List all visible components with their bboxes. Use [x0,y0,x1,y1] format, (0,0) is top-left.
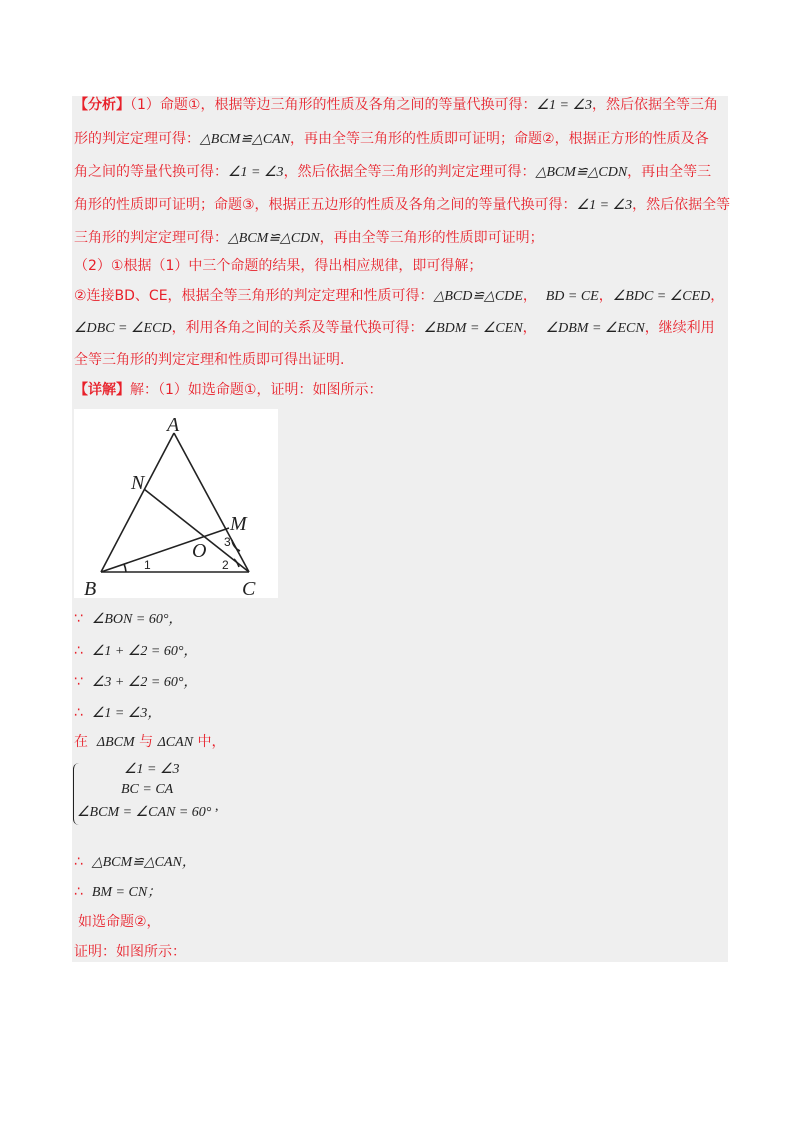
label-b: B [84,578,97,598]
system-eq-2: BC = CA [121,782,174,797]
analysis-line-1: 【分析】（1）命题①，根据等边三角形的性质及各角之间的等量代换可得：∠1 = ∠3，然后依据全等三角 [74,97,719,113]
proof-line-3: ∵ ∠3 + ∠2 = 60°， [74,674,198,690]
math-expr: ∠BDC = ∠CED [612,289,711,304]
detail-tag: 【详解】 [74,382,130,398]
math-expr: ∠BDM = ∠CEN [423,321,523,336]
math-expr: BD = CE [545,289,599,304]
proof-line-6: ∴ △BCM≌△CAN， [74,854,196,870]
math-expr: ∠1 = ∠3 [536,98,593,113]
system-comma: , [215,799,219,814]
because-symbol: ∵ [74,611,83,627]
system-eq-3: ∠BCM = ∠CAN = 60° [77,805,212,820]
analysis-line-9: 全等三角形的判定定理和性质即可得出证明. [74,352,345,368]
therefore-symbol: ∴ [74,705,83,721]
math-expr: △BCM≌△CAN [200,132,291,147]
proof-line-5: 在 ΔBCM 与 ΔCAN 中， [74,734,226,750]
label-angle-3: 3 [224,535,231,549]
analysis-line-7: ②连接BD、CE，根据全等三角形的判定定理和性质可得：△BCD≌△CDE， BD = CE，∠BDC = ∠CED， [74,288,725,304]
because-symbol: ∵ [74,674,83,690]
label-a: A [167,414,180,436]
math-expr: ∠1 = ∠3 [228,165,284,180]
proof-line-8: 如选命题②， [78,914,161,930]
math-expr: △BCM≌△CDN [535,165,628,180]
math-expr: ∠DBM = ∠ECN [545,321,645,336]
math-expr: △BCD≌△CDE [433,289,523,304]
therefore-symbol: ∴ [74,643,83,659]
proof-line-9: 证明：如图所示： [74,944,186,960]
proof-line-2: ∴ ∠1 + ∠2 = 60°， [74,643,198,659]
math-expr: ∠1 = ∠3 [576,198,633,213]
triangle-figure [74,409,278,598]
therefore-symbol: ∴ [74,884,83,900]
analysis-line-6: （2）①根据（1）中三个命题的结果，得出相应规律，即可得解； [74,258,483,274]
segment-ac [174,433,249,572]
proof-line-7: ∴ BM = CN； [74,884,162,900]
label-m: M [230,513,247,535]
therefore-symbol: ∴ [74,854,83,870]
analysis-line-5: 三角形的判定定理可得：△BCM≌△CDN，再由全等三角形的性质即可证明； [74,230,544,246]
analysis-line-4: 角形的性质即可证明；命题③，根据正五边形的性质及各角之间的等量代换可得：∠1 = ∠3，然后依据全等 [74,197,731,213]
label-n: N [131,472,145,494]
math-expr: △BCM≌△CDN [228,231,320,246]
proof-line-1: ∵ ∠BON = 60°， [74,611,183,627]
label-o: O [192,540,207,562]
angle-1-arc [124,564,126,572]
label-c: C [242,578,256,598]
system-eq-1: ∠1 = ∠3 [124,762,180,777]
analysis-line-3: 角之间的等量代换可得：∠1 = ∠3，然后依据全等三角形的判定定理可得：△BCM≌△CDN，再由全等三 [74,164,712,180]
proof-line-4: ∴ ∠1 = ∠3， [74,705,162,721]
math-expr: ∠DBC = ∠ECD [74,321,172,336]
analysis-tag: 【分析】 [74,97,130,113]
label-angle-1: 1 [144,558,151,572]
analysis-line-2: 形的判定定理可得：△BCM≌△CAN，再由全等三角形的性质即可证明；命题②，根据正方形的性质及各 [74,131,709,147]
analysis-line-8: ∠DBC = ∠ECD，利用各角之间的关系及等量代换可得：∠BDM = ∠CEN， ∠DBM = ∠ECN，继续利用 [74,320,715,336]
triangle-diagram [74,409,278,598]
label-angle-2: 2 [222,558,229,572]
detail-line: 【详解】解：（1）如选命题①，证明：如图所示： [74,382,383,398]
